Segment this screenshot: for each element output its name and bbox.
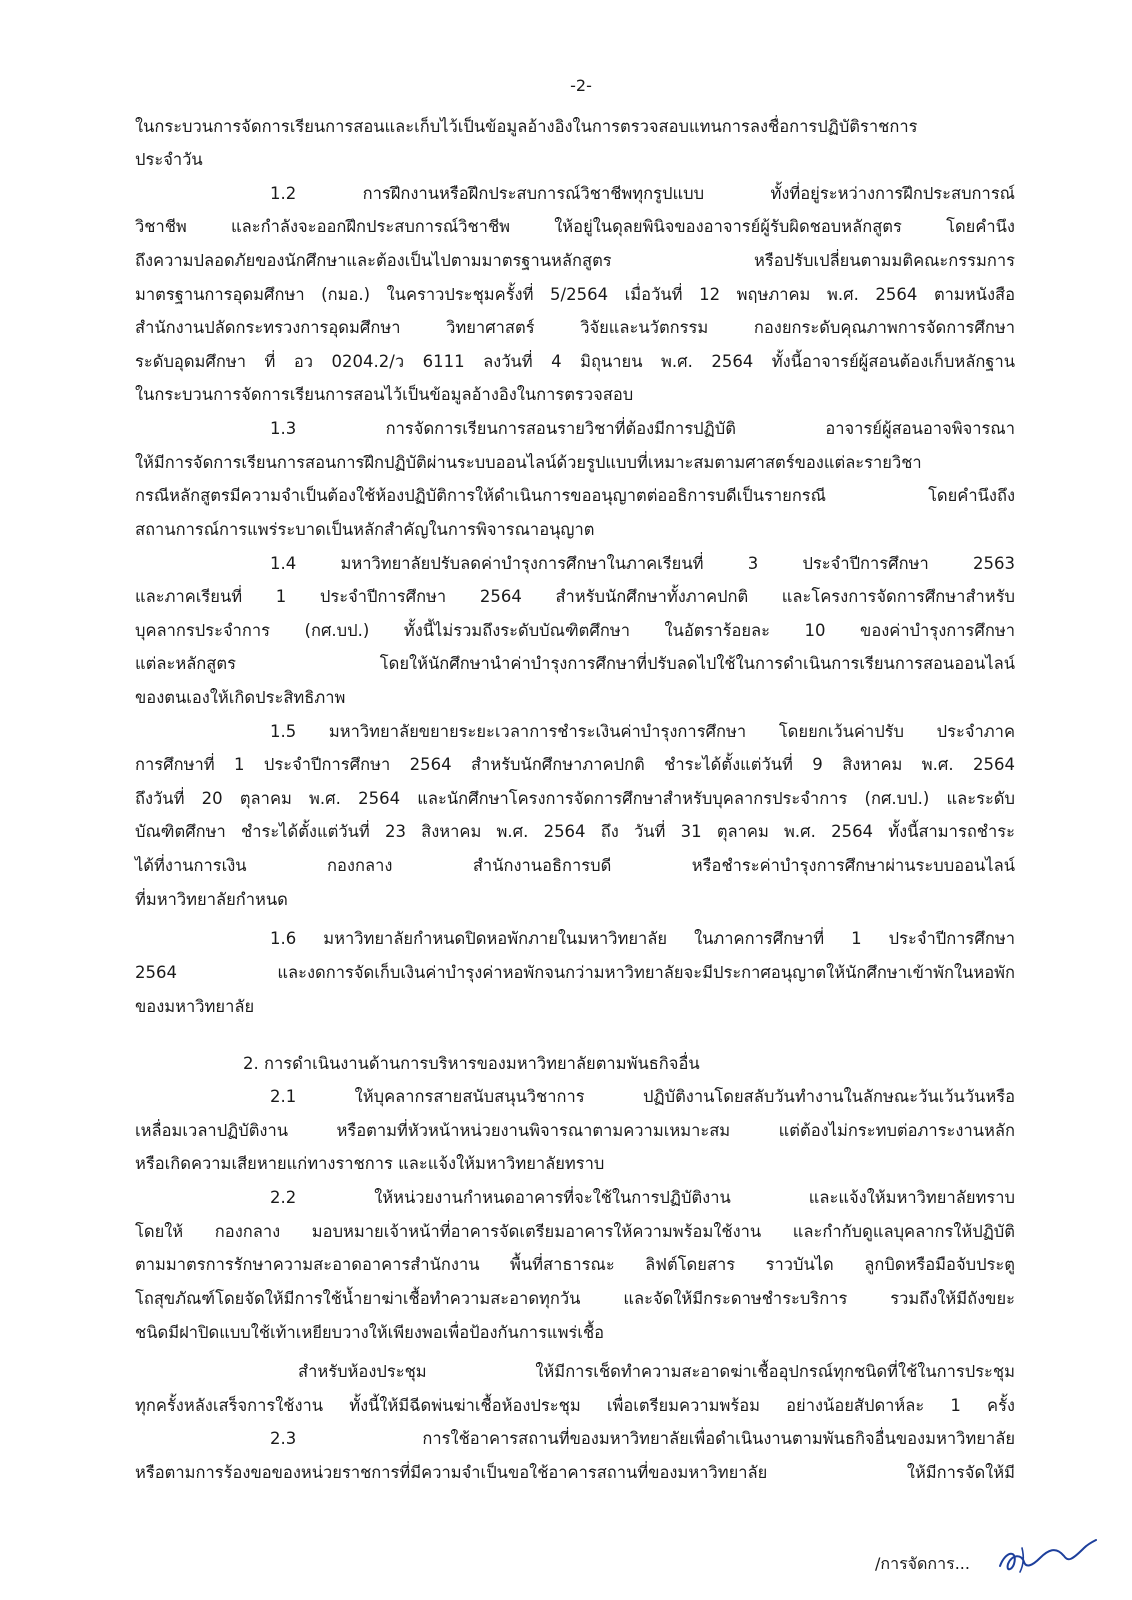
paragraph-1-4-start: 1.4 มหาวิทยาลัยปรับลดค่าบำรุงการศึกษาในภาคเรียนที่ 3 ประจำปีการศึกษา 2563 (270, 554, 1015, 573)
text-line: ชนิดมีฝาปิดแบบใช้เท้าเหยียบวางให้เพียงพอเพื่อป้องกันการแพร่เชื้อ (135, 1323, 605, 1342)
text-line: กรณีหลักสูตรมีความจำเป็นต้องใช้ห้องปฏิบัติการให้ดำเนินการขออนุญาตต่ออธิการบดีเป็นรายกรณี โดยคำนึงถึง (135, 486, 1015, 505)
text-line: บัณฑิตศึกษา ชำระได้ตั้งแต่วันที่ 23 สิงหาคม พ.ศ. 2564 ถึง วันที่ 31 ตุลาคม พ.ศ. 2564 ทั้งนี้สามารถชำระ (135, 822, 1015, 841)
text-line: ระดับอุดมศึกษา ที่ อว 0204.2/ว 6111 ลงวันที่ 4 มิถุนายน พ.ศ. 2564 ทั้งนี้อาจารย์ผู้สอนต้องเก็บหลักฐาน (135, 352, 1015, 371)
paragraph-2-3-start: 2.3 การใช้อาคารสถานที่ของมหาวิทยาลัยเพื่อดำเนินงานตามพันธกิจอื่นของมหาวิทยาลัย (270, 1429, 1015, 1448)
meeting-room-paragraph-start: สำหรับห้องประชุม ให้มีการเช็ดทำความสะอาดฆ่าเชื้ออุปกรณ์ทุกชนิดที่ใช้ในการประชุม (298, 1362, 1015, 1381)
section-2-heading: 2. การดำเนินงานด้านการบริหารของมหาวิทยาลัยตามพันธกิจอื่น (243, 1054, 700, 1073)
text-line: ถึงความปลอดภัยของนักศึกษาและต้องเป็นไปตามมาตรฐานหลักสูตร หรือปรับเปลี่ยนตามมติคณะกรรมการ (135, 251, 1015, 270)
text-line: และภาคเรียนที่ 1 ประจำปีการศึกษา 2564 สำหรับนักศึกษาทั้งภาคปกติ และโครงการจัดการศึกษาสำหรับ (135, 587, 1015, 606)
text-line: เหลื่อมเวลาปฏิบัติงาน หรือตามที่หัวหน้าหน่วยงานพิจารณาตามความเหมาะสม แต่ต้องไม่กระทบต่อภาระงานหลัก (135, 1121, 1015, 1140)
text-line: ตามมาตรการรักษาความสะอาดอาคารสำนักงาน พื้นที่สาธารณะ ลิฟต์โดยสาร ราวบันได ลูกบิดหรือมือจับประตู (135, 1255, 1015, 1274)
text-line: ในกระบวนการจัดการเรียนการสอนและเก็บไว้เป็นข้อมูลอ้างอิงในการตรวจสอบแทนการลงชื่อการปฏิบัติราชการ (135, 117, 918, 136)
text-line: วิชาชีพ และกำลังจะออกฝึกประสบการณ์วิชาชีพ ให้อยู่ในดุลยพินิจของอาจารย์ผู้รับผิดชอบหลักสูตร โดยคำนึง (135, 217, 1015, 236)
text-line: มาตรฐานการอุดมศึกษา (กมอ.) ในคราวประชุมครั้งที่ 5/2564 เมื่อวันที่ 12 พฤษภาคม พ.ศ. 2564 ตามหนังสือ (135, 285, 1015, 304)
page-number: -2- (570, 76, 592, 95)
paragraph-2-2-start: 2.2 ให้หน่วยงานกำหนดอาคารที่จะใช้ในการปฏิบัติงาน และแจ้งให้มหาวิทยาลัยทราบ (270, 1188, 1015, 1207)
text-line: สถานการณ์การแพร่ระบาดเป็นหลักสำคัญในการพิจารณาอนุญาต (135, 520, 595, 539)
text-line: 2564 และงดการจัดเก็บเงินค่าบำรุงค่าหอพักจนกว่ามหาวิทยาลัยจะมีประกาศอนุญาตให้นักศึกษาเข้าพักในหอพัก (135, 963, 1015, 982)
paragraph-1-3-start: 1.3 การจัดการเรียนการสอนรายวิชาที่ต้องมีการปฏิบัติ อาจารย์ผู้สอนอาจพิจารณา (270, 419, 1015, 438)
text-line: ที่มหาวิทยาลัยกำหนด (135, 890, 288, 909)
text-line: ในกระบวนการจัดการเรียนการสอนไว้เป็นข้อมูลอ้างอิงในการตรวจสอบ (135, 385, 634, 404)
paragraph-1-6-start: 1.6 มหาวิทยาลัยกำหนดปิดหอพักภายในมหาวิทยาลัย ในภาคการศึกษาที่ 1 ประจำปีการศึกษา (270, 929, 1015, 948)
text-line: ให้มีการจัดการเรียนการสอนการฝึกปฏิบัติผ่านระบบออนไลน์ด้วยรูปแบบที่เหมาะสมตามศาสตร์ของแต่ละรายวิชา (135, 453, 922, 472)
text-line: หรือเกิดความเสียหายแก่ทางราชการ และแจ้งให้มหาวิทยาลัยทราบ (135, 1154, 605, 1173)
text-line: โถสุขภัณฑ์โดยจัดให้มีการใช้น้ำยาฆ่าเชื้อทำความสะอาดทุกวัน และจัดให้มีกระดาษชำระบริการ รวมถึงให้มีถังขยะ (135, 1289, 1015, 1308)
paragraph-1-2-start: 1.2 การฝึกงานหรือฝึกประสบการณ์วิชาชีพทุกรูปแบบ ทั้งที่อยู่ระหว่างการฝึกประสบการณ์ (270, 184, 1015, 203)
paragraph-2-1-start: 2.1 ให้บุคลากรสายสนับสนุนวิชาการ ปฏิบัติงานโดยสลับวันทำงานในลักษณะวันเว้นวันหรือ (270, 1087, 1015, 1106)
signature-mark (960, 1530, 1100, 1580)
text-line: ได้ที่งานการเงิน กองกลาง สำนักงานอธิการบดี หรือชำระค่าบำรุงการศึกษาผ่านระบบออนไลน์ (135, 856, 1015, 875)
text-line: โดยให้ กองกลาง มอบหมายเจ้าหน้าที่อาคารจัดเตรียมอาคารให้ความพร้อมใช้งาน และกำกับดูแลบุคลากรให้ปฏิบัติ (135, 1222, 1015, 1241)
text-line: แต่ละหลักสูตร โดยให้นักศึกษานำค่าบำรุงการศึกษาที่ปรับลดไปใช้ในการดำเนินการเรียนการสอนออนไลน์ (135, 654, 1015, 673)
text-line: หรือตามการร้องขอของหน่วยราชการที่มีความจำเป็นขอใช้อาคารสถานที่ของมหาวิทยาลัย ให้มีการจัดให้มี (135, 1463, 1015, 1482)
text-line: บุคลากรประจำการ (กศ.บป.) ทั้งนี้ไม่รวมถึงระดับบัณฑิตศึกษา ในอัตราร้อยละ 10 ของค่าบำรุงการศึกษา (135, 621, 1015, 640)
text-line: ของตนเองให้เกิดประสิทธิภาพ (135, 688, 346, 707)
text-line: สำนักงานปลัดกระทรวงการอุดมศึกษา วิทยาศาสตร์ วิจัยและนวัตกรรม กองยกระดับคุณภาพการจัดการศึกษา (135, 318, 1015, 337)
text-line: ของมหาวิทยาลัย (135, 997, 255, 1016)
paragraph-1-5-start: 1.5 มหาวิทยาลัยขยายระยะเวลาการชำระเงินค่าบำรุงการศึกษา โดยยกเว้นค่าปรับ ประจำภาค (270, 722, 1015, 741)
text-line: ถึงวันที่ 20 ตุลาคม พ.ศ. 2564 และนักศึกษาโครงการจัดการศึกษาสำหรับบุคลากรประจำการ (กศ.บป.) และระดับ (135, 789, 1015, 808)
text-line: การศึกษาที่ 1 ประจำปีการศึกษา 2564 สำหรับนักศึกษาภาคปกติ ชำระได้ตั้งแต่วันที่ 9 สิงหาคม พ.ศ. 2564 (135, 755, 1015, 774)
text-line: ทุกครั้งหลังเสร็จการใช้งาน ทั้งนี้ให้มีฉีดพ่นฆ่าเชื้อห้องประชุม เพื่อเตรียมความพร้อม อย่างน้อยสัปดาห์ละ 1 ครั้ง (135, 1396, 1015, 1415)
continuation-text: /การจัดการ... (875, 1554, 970, 1573)
text-line: ประจำวัน (135, 150, 203, 169)
